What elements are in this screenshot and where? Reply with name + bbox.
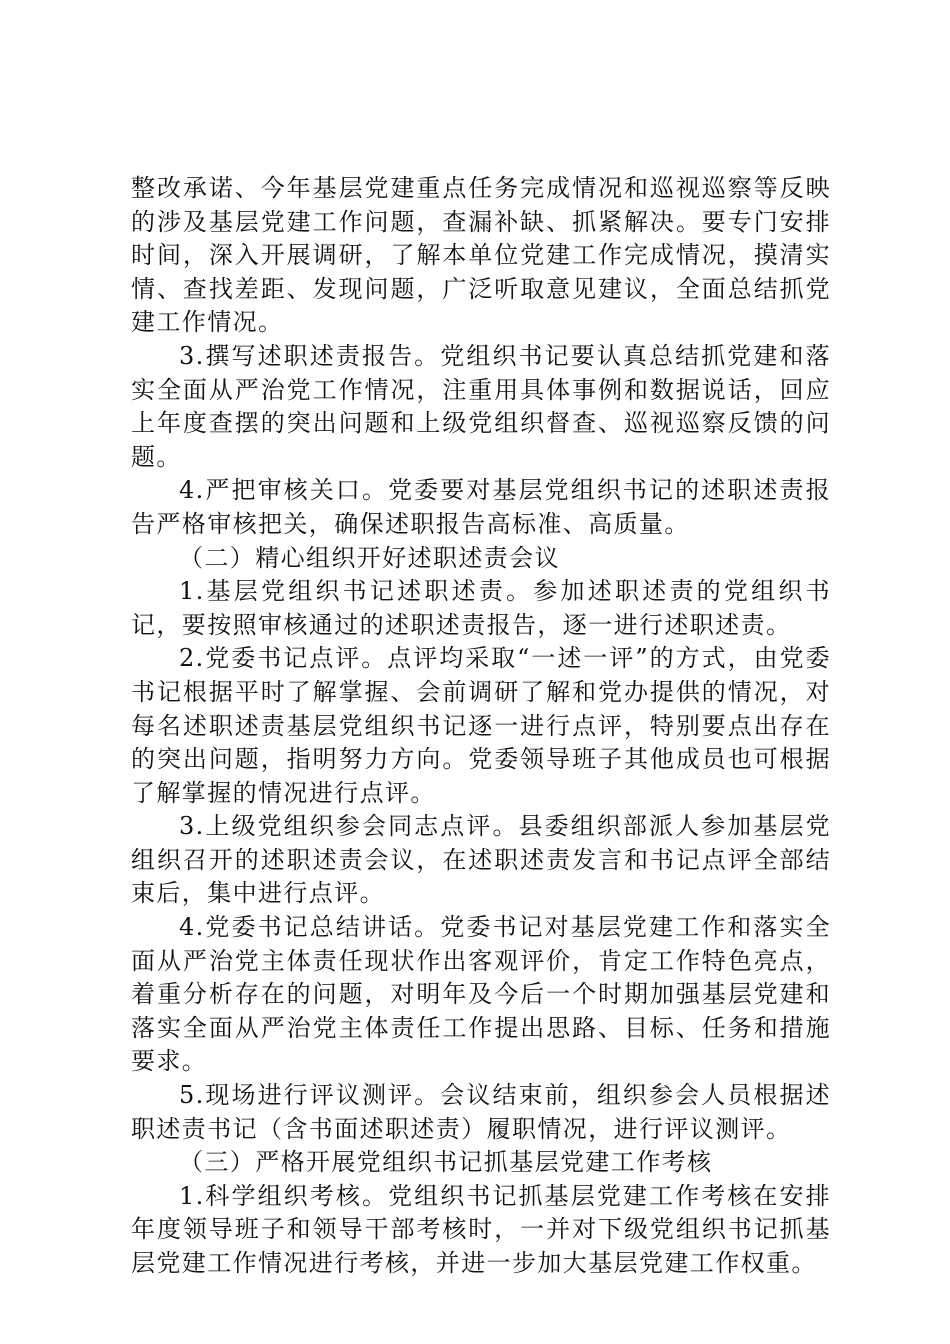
paragraph-item-1-report: 1.基层党组织书记述职述责。参加述职述责的党组织书记，要按照审核通过的述职述责报告，逐一进行述职述责。 [131, 577, 831, 639]
paragraph-item-4-speech: 4.党委书记总结讲话。党委书记对基层党建工作和落实全面从严治党主体责任现状作出客观评价，肯定工作特色亮点，着重分析存在的问题，对明年及今后一个时期加强基层党建和落实全面从严治党主体责任工作提出思路、目标、任务和措施要求。 [131, 913, 831, 1076]
paragraph-item-4-review: 4.严把审核关口。党委要对基层党组织书记的述职述责报告严格审核把关，确保述职报告高标准、高质量。 [131, 476, 831, 538]
paragraph-item-3-comment: 3.上级党组织参会同志点评。县委组织部派人参加基层党组织召开的述职述责会议，在述职述责发言和书记点评全部结束后，集中进行点评。 [131, 812, 831, 908]
paragraph-item-2-comment: 2.党委书记点评。点评均采取“一述一评”的方式，由党委书记根据平时了解掌握、会前调研了解和党办提供的情况，对每名述职述责基层党组织书记逐一进行点评，特别要点出存在的突出问题，指明努力方向。党委领导班子其他成员也可根据了解掌握的情况进行点评。 [131, 644, 831, 807]
paragraph-item-5-evaluation: 5.现场进行评议测评。会议结束前，组织参会人员根据述职述责书记（含书面述职述责）履职情况，进行评议测评。 [131, 1081, 831, 1143]
paragraph-continuation: 整改承诺、今年基层党建重点任务完成情况和巡视巡察等反映的涉及基层党建工作问题，查漏补缺、抓紧解决。要专门安排时间，深入开展调研，了解本单位党建工作完成情况，摸清实情、查找差距、发现问题，广泛听取意见建议，全面总结抓党建工作情况。 [131, 174, 831, 337]
document-body [131, 172, 831, 1281]
paragraph-item-1-assessment: 1.科学组织考核。党组织书记抓基层党建工作考核在安排年度领导班子和领导干部考核时，一并对下级党组织书记抓基层党建工作情况进行考核，并进一步加大基层党建工作权重。 [131, 1181, 831, 1277]
section-heading-2: （二）精心组织开好述职述责会议 [179, 543, 560, 572]
section-heading-3: （三）严格开展党组织书记抓基层党建工作考核 [179, 1148, 713, 1177]
paragraph-item-3-report: 3.撰写述职述责报告。党组织书记要认真总结抓党建和落实全面从严治党工作情况，注重用具体事例和数据说话，回应上年度查摆的突出问题和上级党组织督查、巡视巡察反馈的问题。 [131, 341, 831, 471]
